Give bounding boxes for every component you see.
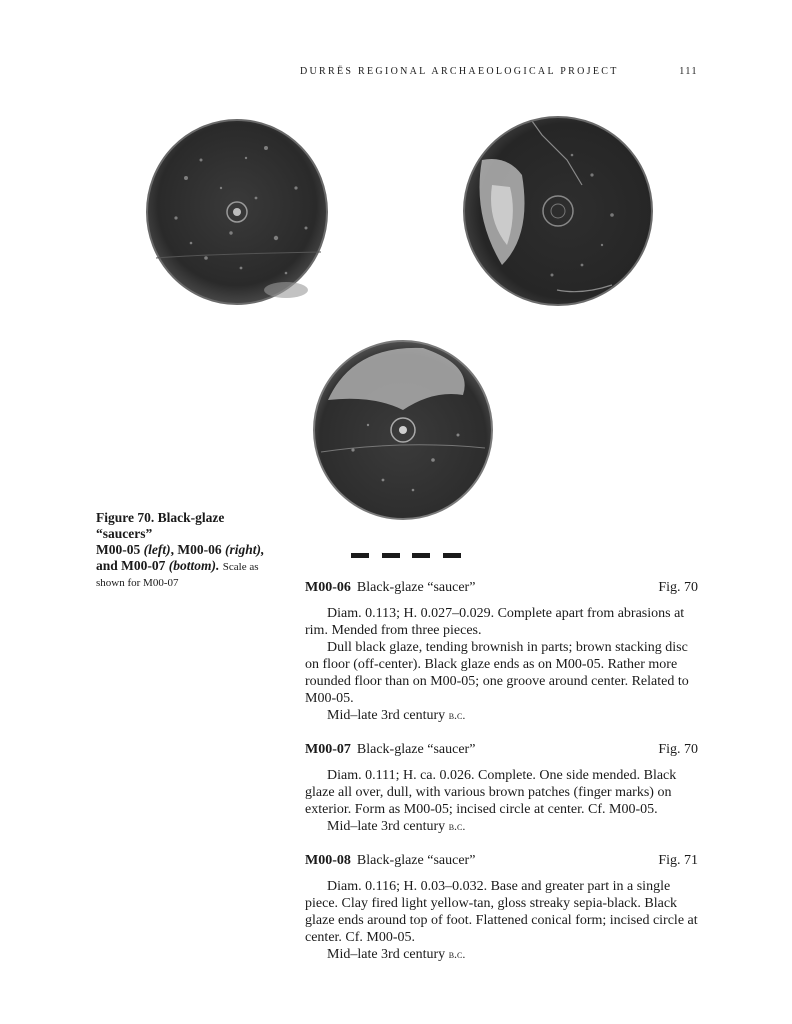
entry-heading (305, 580, 698, 596)
scale-segment (443, 553, 461, 558)
entry-era: b.c. (448, 708, 466, 722)
photo-saucer-m00-07 (313, 340, 493, 520)
entry-paragraph: Diam. 0.111; H. ca. 0.026. Complete. One side mended. Black glaze all over, dull, with various brown patches (finger marks) on exterior. Form as M00-05; incised circle at center. Cf. M00-05. (305, 768, 677, 817)
scale-bar (351, 553, 461, 558)
figure-caption: Figure 70. Black-glaze “saucers” M00-05 (left), M00-06 (right), and M00-07 (bottom). Scale as shown for M00-07 (96, 510, 265, 589)
catalogue-entry (305, 742, 698, 835)
entry-date (305, 707, 698, 724)
running-head (300, 66, 698, 77)
caption-item: M00-07 (121, 558, 166, 573)
caption-position: (left) (143, 542, 171, 557)
caption-item: M00-05 (96, 542, 141, 557)
running-head-title: DURRËS REGIONAL ARCHAEOLOGICAL PROJECT (300, 66, 619, 77)
entry-paragraph: Dull black glaze, tending brownish in parts; brown stacking disc on floor (off-center). Black glaze ends as on M00-05. Rather more rounded floor than on M00-05; one groove around center. Related to M00-05. (305, 640, 689, 706)
entry-paragraph: Diam. 0.116; H. 0.03–0.032. Base and greater part in a single piece. Clay fired light yellow-tan, gloss streaky sepia-black. Black glaze ends around top of foot. Flattened conical form; incised circle at center. Cf. M00-05. (305, 879, 698, 945)
catalogue-entry (305, 853, 698, 963)
photo-saucer-m00-06 (462, 115, 654, 307)
entry-paragraph: Diam. 0.113; H. 0.027–0.029. Complete apart from abrasions at rim. Mended from three pieces. (305, 606, 685, 638)
caption-scale-note: Scale as shown for M00-07 (96, 561, 259, 589)
entry-title: Black-glaze “saucer” (356, 580, 476, 595)
entry-title: Black-glaze “saucer” (356, 742, 476, 757)
page-number: 111 (679, 66, 698, 77)
scale-segment (382, 553, 400, 558)
entry-heading (305, 742, 698, 758)
entry-date-text: Mid–late 3rd century (327, 947, 446, 962)
catalogue-entry (305, 580, 698, 724)
entry-date (305, 818, 698, 835)
caption-and: and (96, 558, 118, 573)
entry-date-text: Mid–late 3rd century (327, 708, 446, 723)
scale-segment (412, 553, 430, 558)
entry-id: M00-07 (305, 742, 351, 757)
caption-title: Black-glaze “saucers” (96, 510, 225, 541)
entry-id: M00-08 (305, 853, 351, 868)
caption-item: M00-06 (177, 542, 222, 557)
entry-date-text: Mid–late 3rd century (327, 819, 446, 834)
figure-reference: Fig. 70 (658, 742, 698, 757)
entry-heading (305, 853, 698, 869)
figure-reference: Fig. 71 (658, 853, 698, 868)
caption-label: Figure 70. (96, 510, 155, 525)
scale-segment (351, 553, 369, 558)
catalogue-entries (305, 580, 698, 981)
entry-date (305, 946, 698, 963)
figure-reference: Fig. 70 (658, 580, 698, 595)
entry-id: M00-06 (305, 580, 351, 595)
caption-position: (bottom). (168, 558, 220, 573)
caption-position: (right), (224, 542, 265, 557)
entry-era: b.c. (448, 819, 466, 833)
photo-saucer-m00-05 (146, 118, 328, 306)
entry-title: Black-glaze “saucer” (356, 853, 476, 868)
entry-era: b.c. (448, 947, 466, 961)
